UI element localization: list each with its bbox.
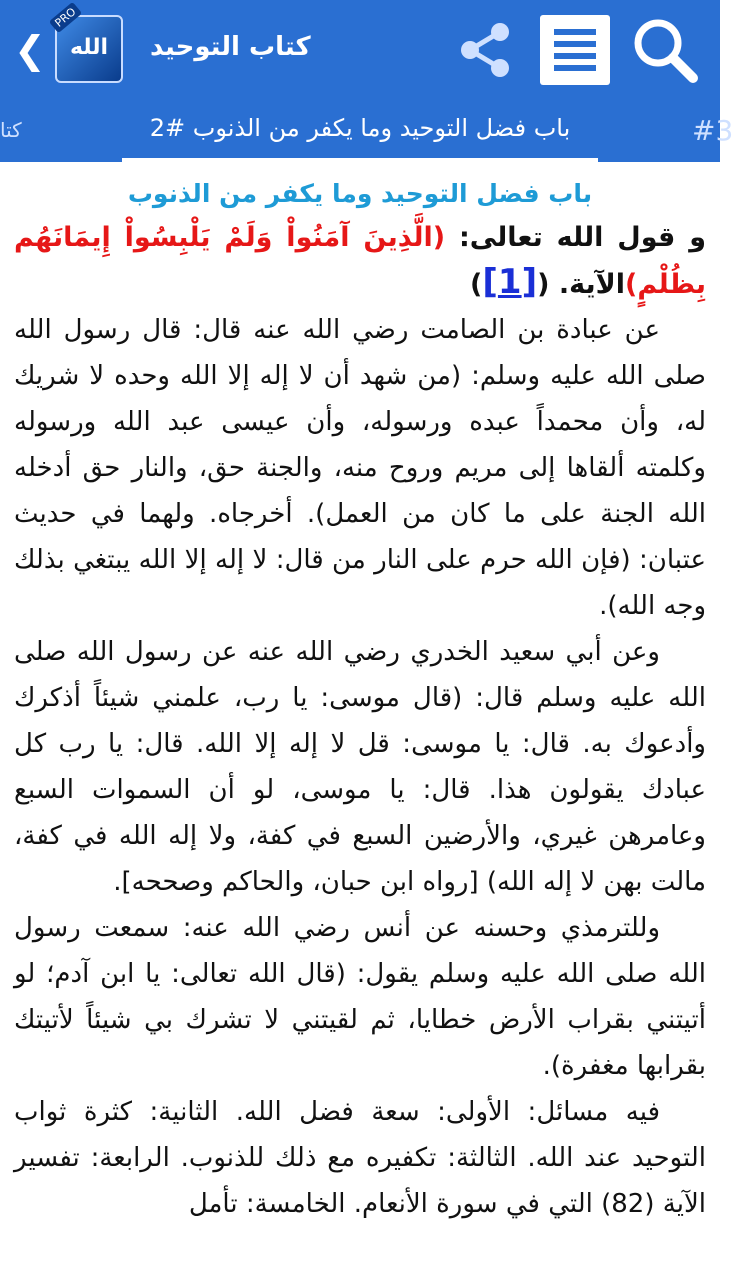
paragraph-text: وعن أبي سعيد الخدري رضي الله عنه عن رسول الله صلى الله عليه وسلم قال: (قال موسى: يا رب، علمني شيئاً أذكرك وأدعوك به. قال: يا موسى: قل لا إله إلا الله. قال: يا رب كل عبادك يقولون هذا. قال: يا موسى، لو أن السموات السبع وعامرهن غيري، والأرضين السبع في كفة، ولا إله الله في كفة، مالت بهن لا إله الله) [رواه ابن حبان، والحاكم وصححه]. — [14, 637, 706, 897]
paragraph-text: فيه مسائل: الأولى: سعة فضل الله. الثانية: كثرة ثواب التوحيد عند الله. الثالثة: تكفيره مع ذلك للذنوب. الرابعة: تفسير الآية (82) التي في سورة الأنعام. الخامسة: تأمل — [14, 1097, 706, 1219]
app-bar — [0, 0, 720, 102]
chevron-left-icon[interactable]: ❮ — [14, 28, 46, 72]
paragraph — [14, 307, 706, 629]
chapter-content — [14, 172, 706, 1280]
chapter-tabs — [0, 102, 733, 162]
intro-prefix: و قول الله تعالى: — [445, 222, 706, 253]
list-menu-icon[interactable] — [540, 15, 610, 85]
paragraph — [14, 905, 706, 1089]
paragraph — [14, 1089, 706, 1227]
paragraph — [14, 629, 706, 905]
paragraph-text: وللترمذي وحسنه عن أنس رضي الله عنه: سمعت رسول الله صلى الله عليه وسلم يقول: (قال الله تعالى: يا ابن آدم؛ لو أتيتني بقراب الأرض خطايا، ثم لقيتني لا تشرك بي شيئاً لأتيتك بقرابها مغفرة). — [14, 913, 706, 1081]
footnote-link[interactable]: [1] — [482, 262, 538, 302]
search-icon[interactable] — [630, 15, 700, 85]
app-logo-text: الله — [69, 35, 109, 60]
app-title: كتاب التوحيد — [150, 32, 311, 62]
footnote-open: ( — [537, 269, 550, 300]
paragraph-text: عن عبادة بن الصامت رضي الله عنه قال: قال رسول الله صلى الله عليه وسلم: (من شهد أن لا إله إلا الله وحده لا شريك له، وأن محمداً عبده ورسوله، وأن عيسى عبد الله ورسوله وكلمته ألقاها إلى مريم وروح منه، والجنة حق، والنار حق أدخله الله الجنة على ما كان من العمل). أخرجاه. ولهما في حديث عتبان: (فإن الله حرم على النار من قال: لا إله إلا الله يبتغي بذلك وجه الله). — [14, 315, 706, 621]
share-icon[interactable] — [456, 20, 516, 80]
intro-line — [14, 216, 706, 307]
tab-prev[interactable]: كتا — [0, 118, 22, 142]
tab-current[interactable]: باب فضل التوحيد وما يكفر من الذنوب #2 — [149, 114, 571, 142]
tab-indicator — [122, 158, 598, 163]
chapter-heading: باب فضل التوحيد وما يكفر من الذنوب — [127, 179, 593, 208]
footnote-close: ) — [470, 269, 483, 300]
pro-badge: PRO — [49, 2, 82, 33]
tab-next[interactable]: #3 — [692, 114, 733, 147]
intro-suffix: الآية. — [549, 269, 626, 300]
quran-verse: (الَّذِينَ آمَنُواْ وَلَمْ يَلْبِسُواْ إِيمَانَهُم بِظُلْمٍ) — [14, 222, 706, 300]
